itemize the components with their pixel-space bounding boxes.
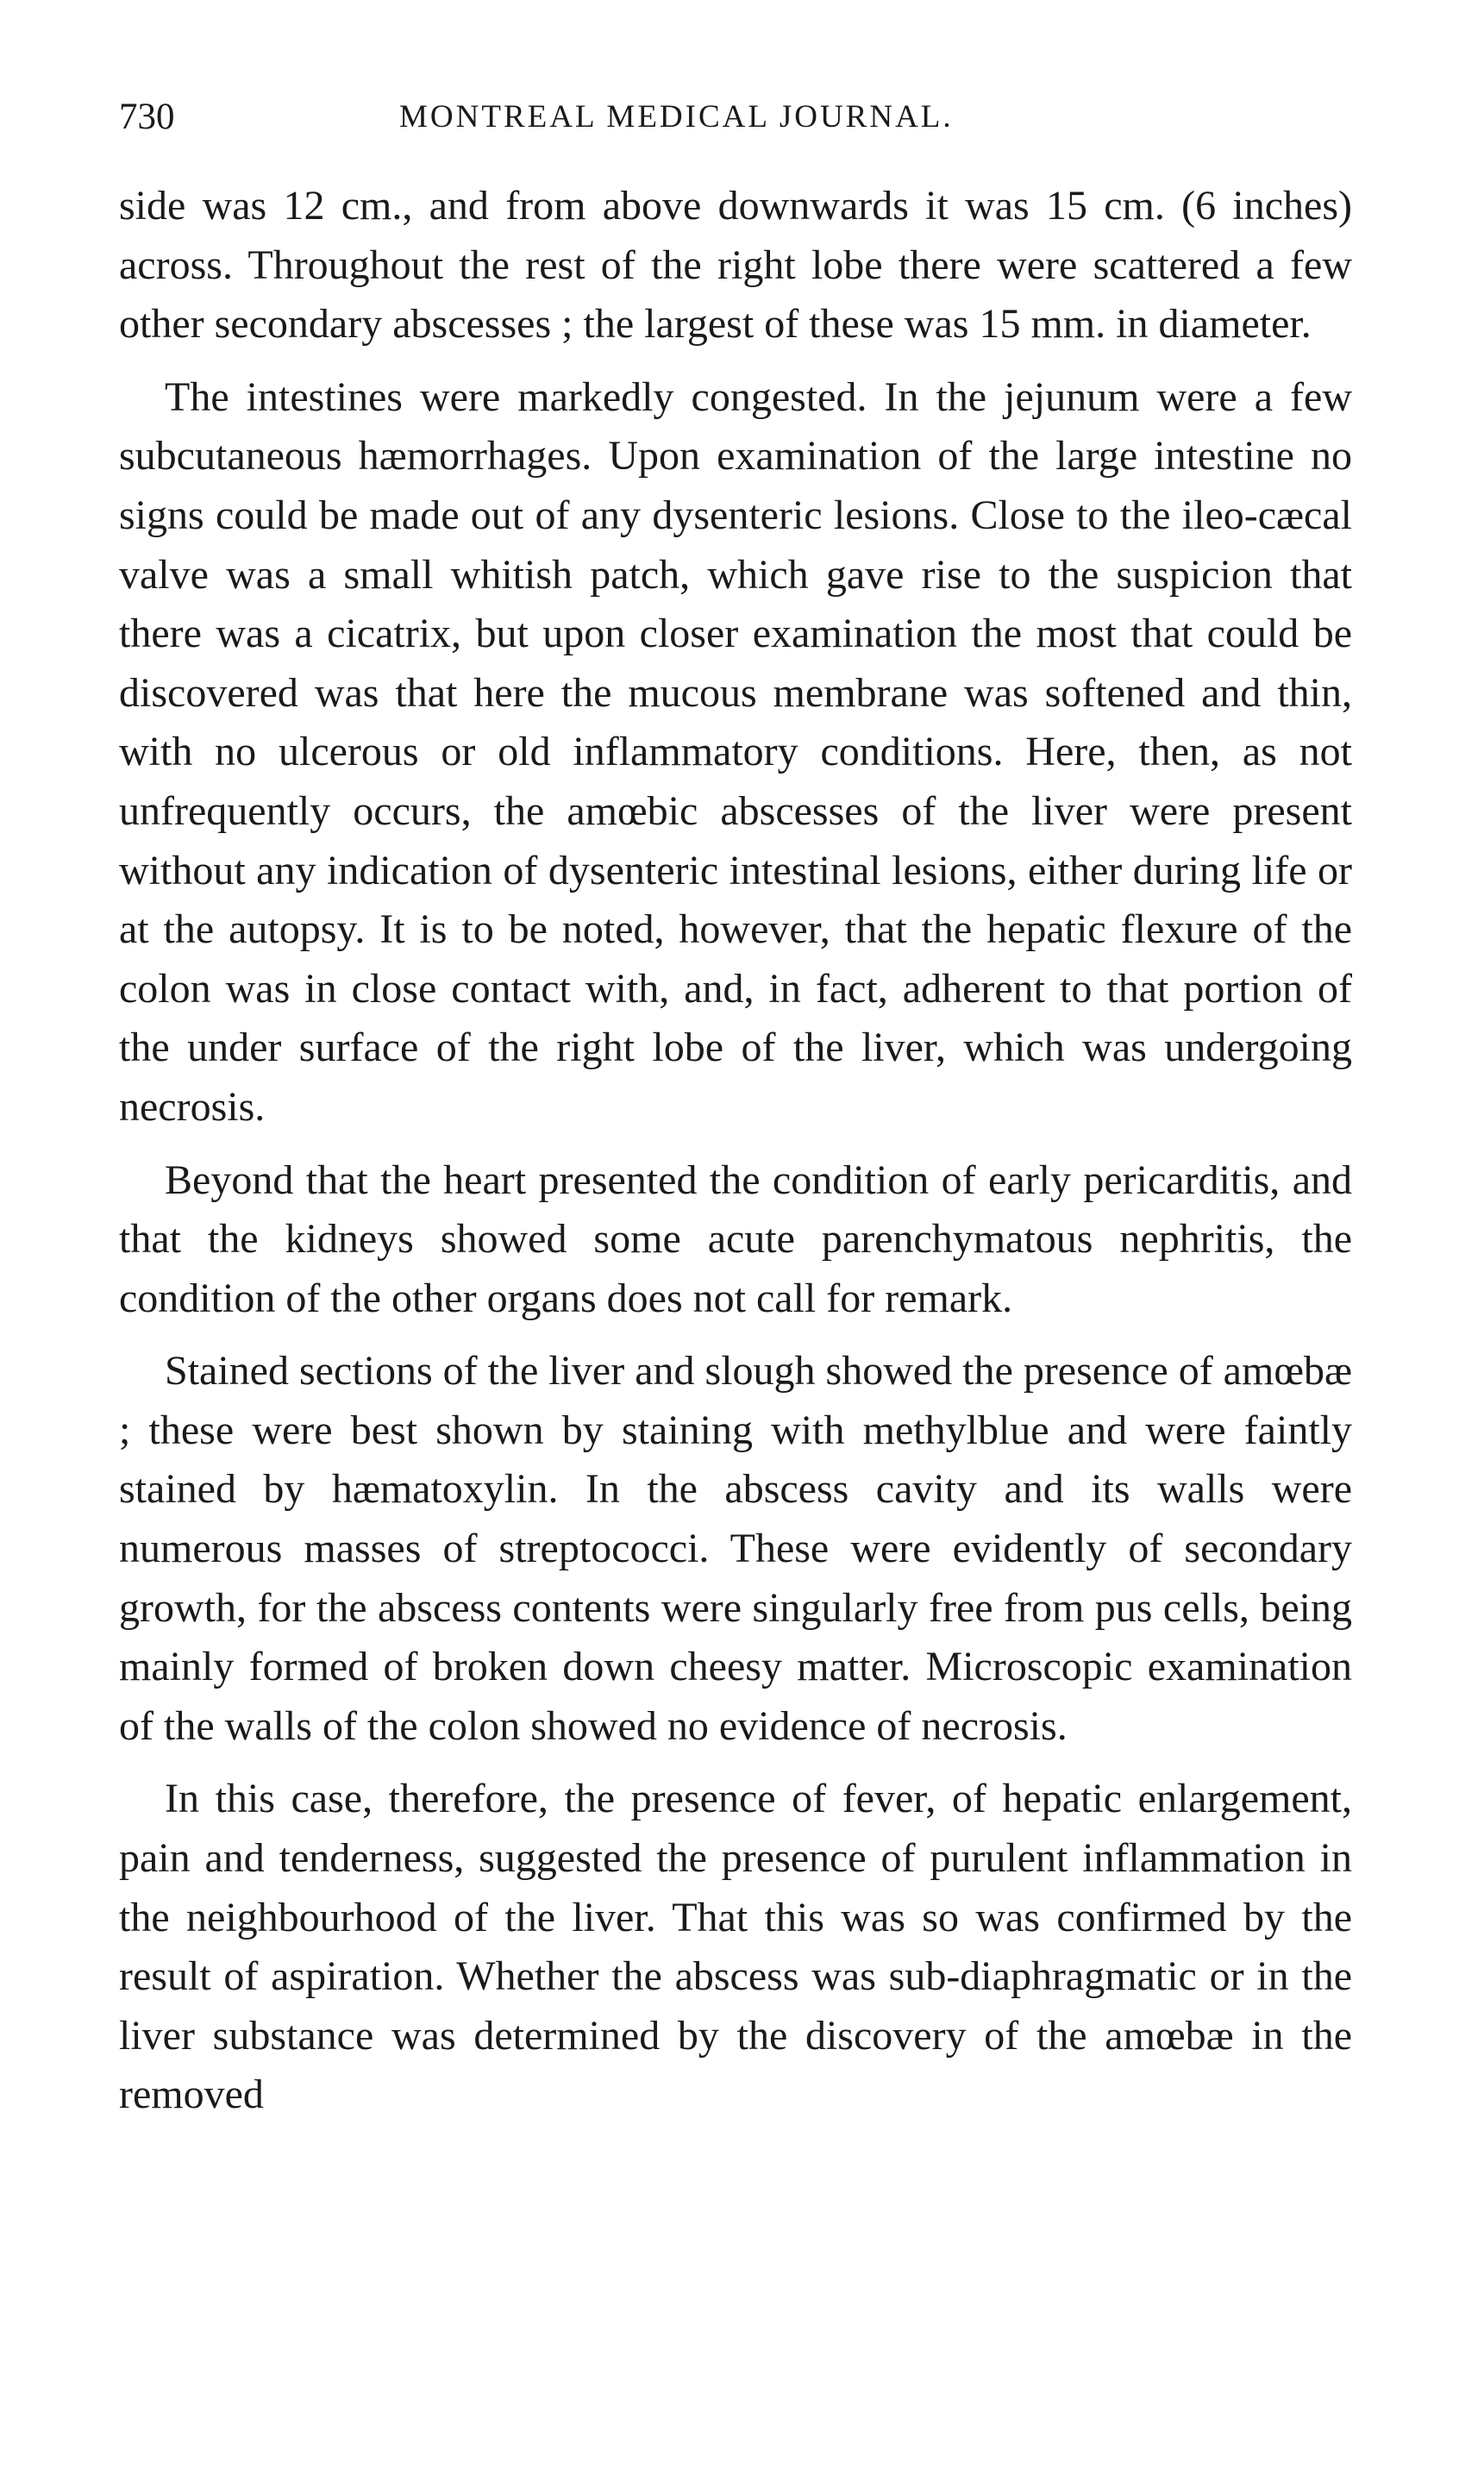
body-text <box>119 177 1352 2125</box>
page-number: 730 <box>119 97 175 137</box>
journal-title: MONTREAL MEDICAL JOURNAL. <box>399 99 954 135</box>
paragraph-5: In this case, therefore, the presence of fever, of hepatic enlargement, pain and tenderness, suggested the presence of purulent inflammation in the neighbourhood of the liver. That this was so was confirmed by the result of aspiration. Whether the abscess was sub-diaphragmatic or in the liver substance was determined by the discovery of the amœbæ in the removed <box>119 1776 1352 2118</box>
paragraph-3: Beyond that the heart presented the condition of early pericarditis, and that the kidneys showed some acute parenchymatous nephritis, the condition of the other organs does not call for remark. <box>119 1156 1352 1321</box>
paragraph-4: Stained sections of the liver and slough showed the presence of amœbæ ; these were best shown by staining with methylblue and were faintly stained by hæmatoxylin. In the abscess cavity and its walls were numerous masses of streptococci. These were evidently of secondary growth, for the abscess contents were singularly free from pus cells, being mainly formed of broken down cheesy matter. Microscopic examination of the walls of the colon showed no evidence of necrosis. <box>119 1348 1352 1749</box>
running-head <box>119 93 1352 141</box>
paragraph-1: side was 12 cm., and from above downwards it was 15 cm. (6 inches) across. Throughout the rest of the right lobe there were scattered a few other secondary abscesses ; the largest of these was 15 mm. in diameter. <box>119 183 1352 348</box>
paragraph-2: The intestines were markedly congested. In the jejunum were a few subcutaneous hæmorrhages. Upon examination of the large intestine no signs could be made out of any dysenteric lesions. Close to the ileo-cæcal valve was a small whitish patch, which gave rise to the suspicion that there was a cicatrix, but upon closer examination the most that could be discovered was that here the mucous membrane was softened and thin, with no ulcerous or old inflammatory conditions. Here, then, as not unfrequently occurs, the amœbic abscesses of the liver were present without any indication of dysenteric intestinal lesions, either during life or at the autopsy. It is to be noted, however, that the hepatic flexure of the colon was in close contact with, and, in fact, adherent to that portion of the under surface of the right lobe of the liver, which was undergoing necrosis. <box>119 373 1352 1130</box>
